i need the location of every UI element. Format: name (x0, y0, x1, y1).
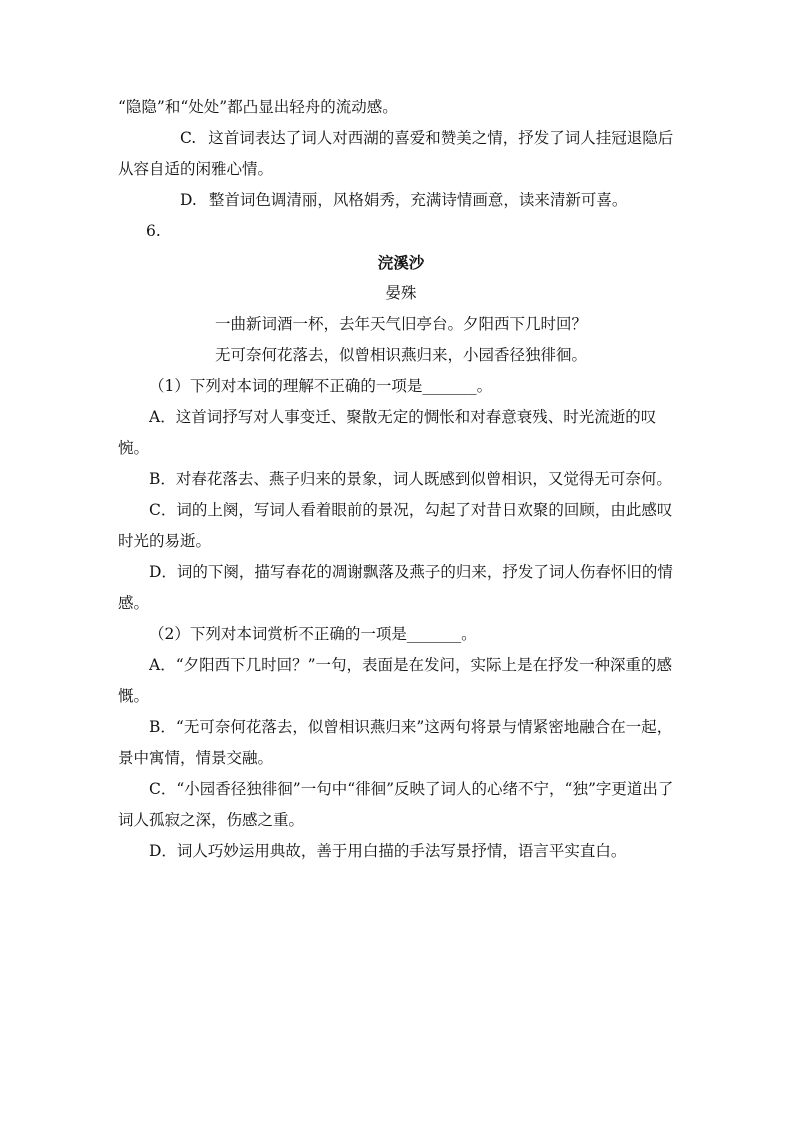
sub-question-2-option-d: D．词人巧妙运用典故，善于用白描的手法写景抒情，语言平实直白。 (149, 842, 627, 860)
sub-question-2-option-a: A．“夕阳西下几时回？”一句，表面是在发问，实际上是在抒发一种深重的感慨。 (118, 656, 673, 705)
prev-option-c (118, 123, 684, 185)
sub-question-1-option-d: D．词的下阕，描写春花的凋谢飘落及燕子的归来，抒发了词人伤春怀旧的情感。 (118, 563, 673, 612)
question-number: 6. (146, 222, 161, 240)
prev-option-d (118, 185, 684, 216)
sub-question-2-option-b: B．“无可奈何花落去，似曾相识燕归来”这两句将景与情紧密地融合在一起，景中寓情，情景交融。 (118, 718, 673, 767)
option-text: 这首词表达了词人对西湖的喜爱和赞美之情，抒发了词人挂冠退隐后从容自适的闲雅心情。 (118, 129, 674, 178)
sub-question-1-option-a: A．这首词抒写对人事变迁、聚散无定的惆怅和对春意衰残、时光流逝的叹惋。 (118, 408, 657, 457)
poem-line: 无可奈何花落去，似曾相识燕归来，小园香径独徘徊。 (214, 346, 587, 364)
sub-question-1-option-c: C．词的上阕，写词人看着眼前的景况，勾起了对昔日欢聚的回顾，由此感叹时光的易逝。 (118, 501, 673, 550)
poem-author: 晏殊 (385, 284, 417, 302)
sub-question-2-option-c: C．“小园香径独徘徊”一句中“徘徊”反映了词人的心绪不宁，“独”字更道出了词人孤寂之深，伤感之重。 (118, 780, 674, 829)
question-content (118, 92, 684, 867)
poem-title: 浣溪沙 (377, 253, 425, 272)
poem-line: 一曲新词酒一杯，去年天气旧亭台。夕阳西下几时回？ (214, 315, 587, 333)
option-label: D. (180, 191, 197, 209)
sub-question-1-prompt: （1）下列对本词的理解不正确的一项是_______。 (149, 377, 493, 395)
prev-option-b-continued: “隐隐”和“处处”都凸显出轻舟的流动感。 (118, 98, 398, 116)
sub-question-2-prompt: （2）下列对本词赏析不正确的一项是_______。 (149, 625, 477, 643)
option-text: 整首词色调清丽，风格娟秀，充满诗情画意，读来清新可喜。 (208, 191, 628, 209)
option-label: C. (180, 129, 197, 147)
sub-question-1-option-b: B．对春花落去、燕子归来的景象，词人既感到似曾相识，又觉得无可奈何。 (149, 470, 672, 488)
